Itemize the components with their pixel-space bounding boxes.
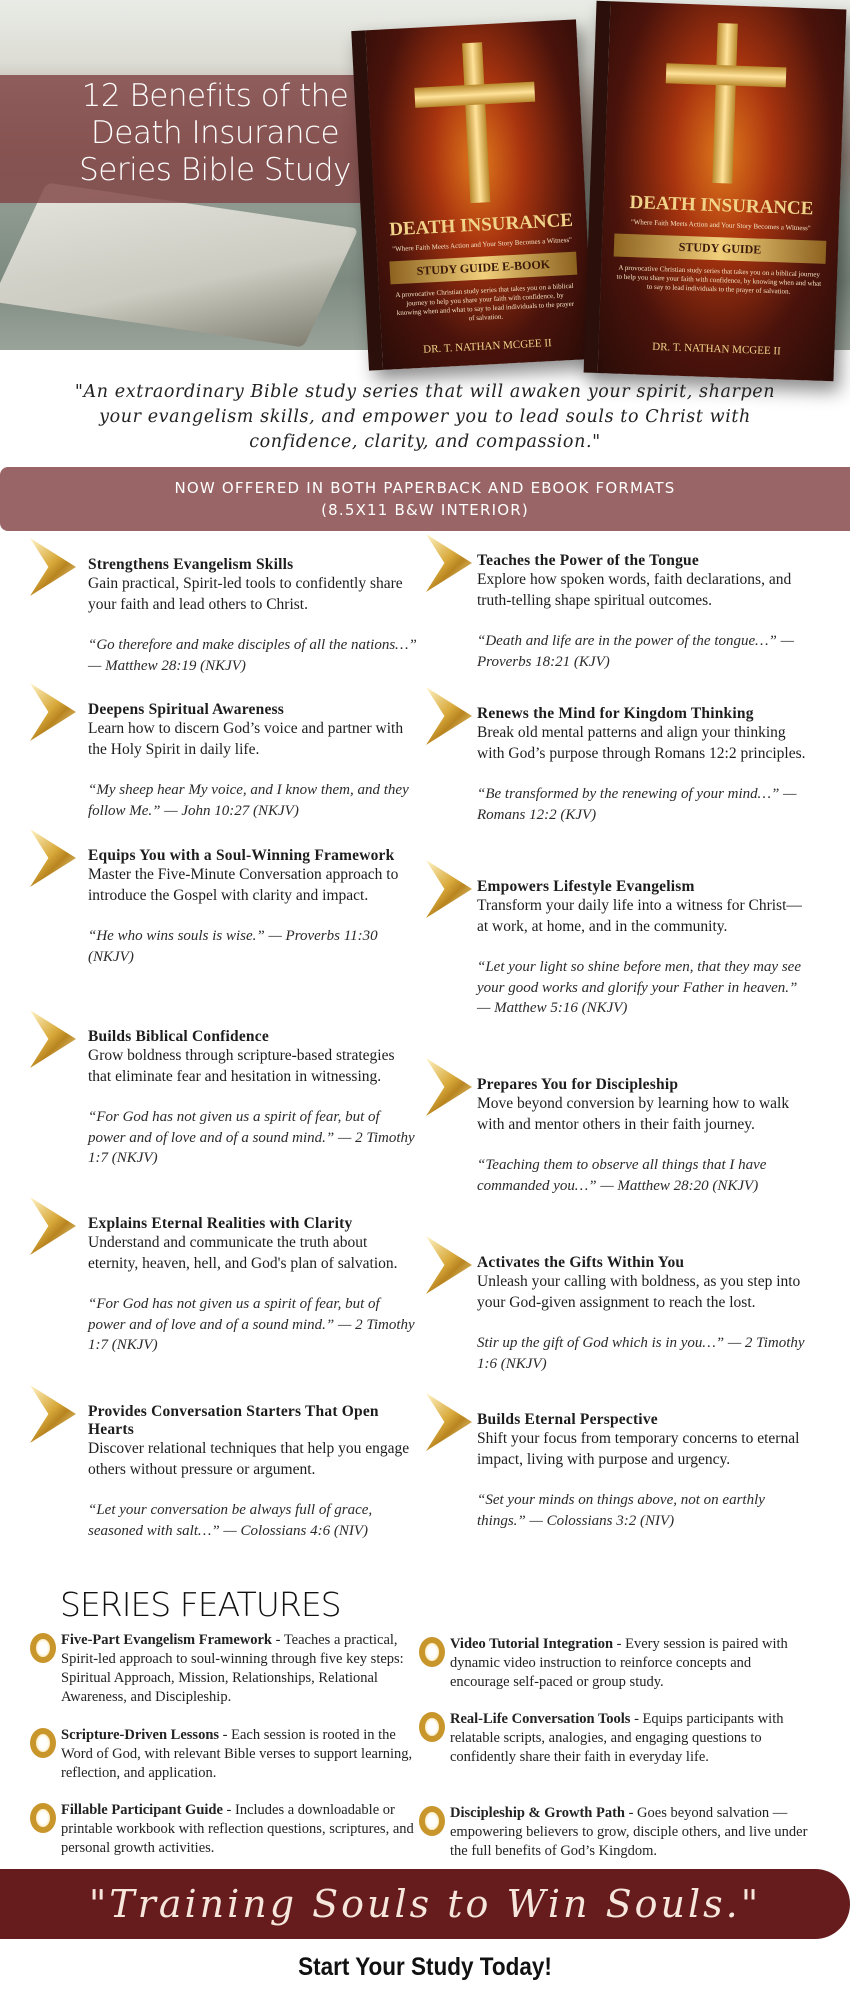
benefit-title: Teaches the Power of the Tongue — [477, 552, 699, 569]
gold-ring-icon — [30, 1728, 56, 1758]
gold-ring-icon — [419, 1712, 445, 1742]
benefit-item — [88, 701, 418, 821]
formats-line: NOW OFFERED IN BOTH PAPERBACK AND EBOOK FORMATS — [174, 479, 676, 497]
gold-arrow-icon — [30, 683, 76, 741]
benefit-verse: “My sheep hear My voice, and I know them, and they follow Me.” — John 10:27 (NKJV) — [88, 782, 409, 819]
benefit-verse: “Let your light so shine before men, that they may see your good works and glorify your Father in heaven.” — Matthew 5:16 (NKJV) — [477, 959, 801, 1016]
book-title: DEATH INSURANCE — [629, 192, 814, 220]
endorsement-quote: "An extraordinary Bible study series that will awaken your spirit, sharpen your evangelism skills, and empower you to lead souls to Christ with confidence, clarity, and compassion." — [74, 382, 776, 452]
benefit-title: Builds Biblical Confidence — [88, 1028, 269, 1045]
benefit-title: Explains Eternal Realities with Clarity — [88, 1215, 353, 1232]
feature-item — [61, 1631, 421, 1707]
benefit-item — [88, 847, 418, 967]
benefit-verse: Stir up the gift of God which is in you…” — 2 Timothy 1:6 (NKJV) — [477, 1335, 805, 1372]
benefit-title: Equips You with a Soul-Winning Framework — [88, 847, 395, 864]
benefit-title: Activates the Gifts Within You — [477, 1254, 685, 1271]
benefit-description: Unleash your calling with boldness, as you step into your God-given assignment to reach the lost. — [477, 1273, 801, 1311]
gold-arrow-icon — [30, 538, 76, 596]
benefit-item — [477, 1411, 807, 1531]
benefit-verse: “Go therefore and make disciples of all the nations…” — Matthew 28:19 (NKJV) — [88, 637, 417, 674]
benefit-item — [477, 552, 807, 672]
gold-arrow-icon — [426, 534, 472, 592]
series-features-title: SERIES FEATURES — [60, 1585, 341, 1624]
feature-text: - Includes a downloadable or printable workbook with reflection questions, scriptures, and personal growth activities. — [61, 1802, 414, 1856]
gold-arrow-icon — [426, 1393, 472, 1451]
benefit-verse: “For God has not given us a spirit of fear, but of power and of love and of a sound mind.” — 2 Timothy 1:7 (NKJV) — [88, 1109, 415, 1166]
formats-line: (8.5X11 B&W INTERIOR) — [321, 501, 529, 519]
cross-icon — [462, 42, 490, 203]
benefit-description: Master the Five-Minute Conversation approach to introduce the Gospel with clarity and impact. — [88, 866, 399, 904]
start-study-cta[interactable]: Start Your Study Today! — [298, 1953, 552, 1981]
feature-name: Five-Part Evangelism Framework — [61, 1632, 273, 1648]
benefit-verse: “Teaching them to observe all things that I have commanded you…” — Matthew 28:20 (NKJV) — [477, 1157, 767, 1194]
cross-arm — [414, 82, 535, 108]
book-author: DR. T. NATHAN MCGEE II — [422, 337, 552, 356]
benefit-verse: “Set your minds on things above, not on earthly things.” — Colossians 3:2 (NIV) — [477, 1492, 765, 1529]
feature-text: - Goes beyond salvation —empowering believers to grow, disciple others, and live under the full benefits of God’s Kingdom. — [450, 1805, 808, 1859]
feature-name: Discipleship & Growth Path — [450, 1805, 625, 1821]
feature-name: Scripture-Driven Lessons — [61, 1727, 220, 1743]
benefit-verse: “He who wins souls is wise.” — Proverbs 11:30 (NKJV) — [88, 928, 378, 965]
gold-ring-icon — [419, 1806, 445, 1836]
paperback-cover — [584, 1, 847, 381]
benefit-description: Discover relational techniques that help you engage others without pressure or argument. — [88, 1440, 410, 1478]
benefit-description: Move beyond conversion by learning how to walk with and mentor others in their faith journey. — [477, 1095, 790, 1133]
feature-item — [450, 1635, 810, 1692]
feature-name: Real-Life Conversation Tools — [450, 1711, 631, 1727]
open-bible-image — [0, 183, 359, 348]
benefit-item — [88, 1403, 418, 1541]
book-badge: STUDY GUIDE E-BOOK — [389, 252, 577, 285]
benefit-description: Learn how to discern God’s voice and partner with the Holy Spirit in daily life. — [88, 720, 404, 758]
book-subtitle: "Where Faith Meets Action and Your Story Becomes a Witness" — [392, 235, 573, 254]
gold-ring-icon — [30, 1803, 56, 1833]
feature-name: Video Tutorial Integration — [450, 1636, 614, 1652]
benefit-description: Grow boldness through scripture-based strategies that eliminate fear and hesitation in witnessing. — [88, 1047, 395, 1085]
slogan-banner: "Training Souls to Win Souls." — [0, 1869, 850, 1939]
title-line: 12 Benefits of the — [81, 78, 349, 114]
gold-arrow-icon — [426, 1058, 472, 1116]
cross-arm — [666, 63, 787, 87]
benefit-description: Explore how spoken words, faith declarations, and truth-telling shape spiritual outcomes. — [477, 571, 792, 609]
feature-item — [450, 1804, 810, 1861]
gold-arrow-icon — [30, 829, 76, 887]
feature-text: - Equips participants with relatable scripts, analogies, and engaging questions to confidently share their faith in everyday life. — [450, 1711, 784, 1765]
gold-arrow-icon — [30, 1385, 76, 1443]
feature-item — [450, 1710, 810, 1767]
hero-banner — [0, 0, 850, 358]
benefit-description: Transform your daily life into a witness for Christ—at work, at home, and in the community. — [477, 897, 802, 935]
feature-item — [61, 1801, 421, 1858]
gold-ring-icon — [30, 1633, 56, 1663]
gold-arrow-icon — [426, 860, 472, 918]
book-badge: STUDY GUIDE — [614, 234, 827, 264]
book-subtitle: "Where Faith Meets Action and Your Story Becomes a Witness" — [630, 218, 811, 233]
gold-arrow-icon — [426, 1236, 472, 1294]
benefit-title: Strengthens Evangelism Skills — [88, 556, 294, 573]
benefit-item — [88, 1215, 418, 1356]
gold-arrow-icon — [30, 1197, 76, 1255]
benefit-verse: “Be transformed by the renewing of your mind…” — Romans 12:2 (KJV) — [477, 786, 797, 823]
book-author: DR. T. NATHAN MCGEE II — [652, 340, 781, 358]
book-description: A provocative Christian study series that takes you on a biblical journey to help you share your faith with confidence, by knowing when and what to say to lead individuals to the prayer of salvation. — [395, 281, 575, 323]
formats-banner — [0, 467, 850, 531]
benefit-description: Break old mental patterns and align your thinking with God’s purpose through Romans 12:2 principles. — [477, 724, 806, 762]
gold-arrow-icon — [30, 1010, 76, 1068]
title-line: Series Bible Study — [79, 152, 351, 188]
cross-icon — [712, 23, 738, 184]
benefit-title: Empowers Lifestyle Evangelism — [477, 878, 695, 895]
benefit-verse: “For God has not given us a spirit of fear, but of power and of love and of a sound mind.” — 2 Timothy 1:7 (NKJV) — [88, 1296, 415, 1353]
benefit-item — [477, 1076, 807, 1196]
benefit-title: Builds Eternal Perspective — [477, 1411, 658, 1428]
benefit-item — [88, 556, 418, 676]
hero-title — [30, 78, 400, 189]
book-description: A provocative Christian study series that takes you on a biblical journey to help you share your faith with confidence, by knowing when and what to say to lead individuals to the prayer of salvation. — [616, 263, 822, 296]
feature-text: - Teaches a practical, Spirit-led approach to soul-winning through five key steps: Spiritual Approach, Mission, Relationships, Relational Awareness, and Discipleship. — [61, 1632, 404, 1705]
gold-ring-icon — [419, 1637, 445, 1667]
benefit-item — [477, 705, 807, 825]
gold-arrow-icon — [426, 687, 472, 745]
feature-text: - Each session is rooted in the Word of God, with relevant Bible verses to support learning, reflection, and application. — [61, 1727, 413, 1781]
benefit-title: Deepens Spiritual Awareness — [88, 701, 285, 718]
feature-text: - Every session is paired with dynamic video instruction to reinforce concepts and encourage self-paced or group study. — [450, 1636, 788, 1690]
benefit-item — [88, 1028, 418, 1169]
feature-name: Fillable Participant Guide — [61, 1802, 223, 1818]
benefit-item — [477, 1254, 807, 1374]
title-line: Death Insurance — [90, 115, 340, 151]
benefit-description: Shift your focus from temporary concerns to eternal impact, living with purpose and urgency. — [477, 1430, 800, 1468]
benefit-description: Gain practical, Spirit-led tools to confidently share your faith and lead others to Christ. — [88, 575, 403, 613]
feature-item — [61, 1726, 421, 1783]
benefit-verse: “Let your conversation be always full of grace, seasoned with salt…” — Colossians 4:6 (NIV) — [88, 1502, 373, 1539]
ebook-cover — [351, 19, 593, 370]
benefit-title: Renews the Mind for Kingdom Thinking — [477, 705, 754, 722]
benefit-description: Understand and communicate the truth about eternity, heaven, hell, and God's plan of salvation. — [88, 1234, 398, 1272]
benefit-title: Prepares You for Discipleship — [477, 1076, 679, 1093]
benefit-item — [477, 878, 807, 1019]
book-title: DEATH INSURANCE — [388, 209, 574, 241]
benefit-verse: “Death and life are in the power of the tongue…” — Proverbs 18:21 (KJV) — [477, 633, 794, 670]
benefit-title: Provides Conversation Starters That Open Hearts — [88, 1403, 379, 1438]
